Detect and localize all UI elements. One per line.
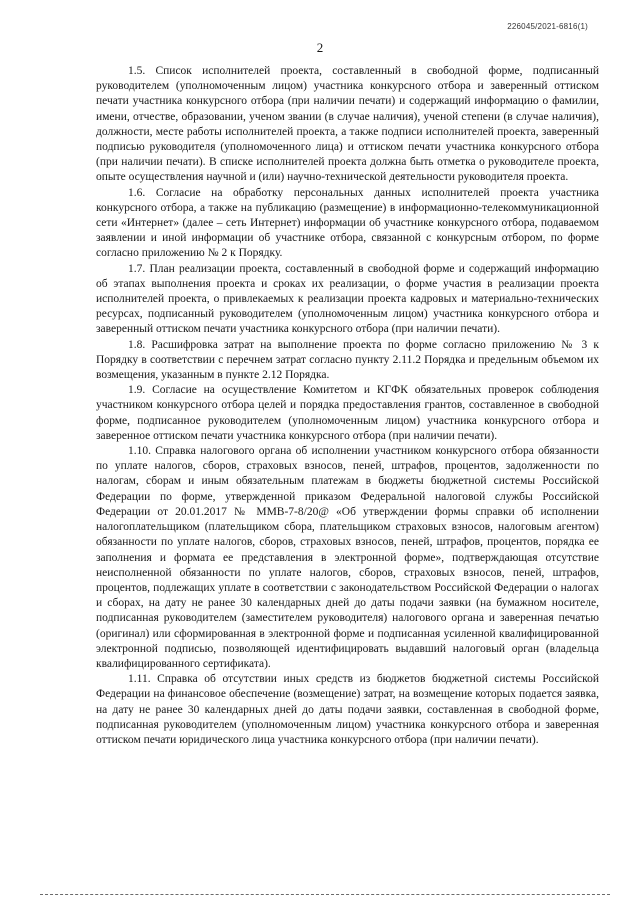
document-body xyxy=(96,64,599,748)
document-id: 226045/2021-6816(1) xyxy=(507,22,588,31)
paragraph-1-11: 1.11. Справка об отсутствии иных средств из бюджетов бюджетной системы Российской Федерации на финансовое обеспечение (возмещение) затрат, на возмещение которых подается заявка, на дату не ранее 30 календарных дней до даты подачи заявки, составленная в свободной форме, подписанная руководителем (уполномоченным лицом) участника конкурсного отбора и заверенная оттиском печати юридического лица участника конкурсного отбора (при наличии печати). xyxy=(96,673,599,746)
paragraph-1-7: 1.7. План реализации проекта, составленный в свободной форме и содержащий информацию об этапах выполнения проекта и сроках их реализации, о форме участия в реализации проекта исполнителей проекта, о привлекаемых к реализации проекта кадровых и материально-технических ресурсах, подписанный руководителем (уполномоченным лицом) участника конкурсного отбора и заверенный оттиском печати участника конкурсного отбора (при наличии печати). xyxy=(96,262,599,336)
paragraph-1-6: 1.6. Согласие на обработку персональных данных исполнителей проекта участника конкурсного отбора, а также на публикацию (размещение) в информационно-телекоммуникационной сети «Интернет» (далее – сеть Интернет) информации об участнике конкурсного отбора, подаваемом заявлении и иной информации об участнике отбора, связанной с конкурсным отбором, по форме согласно приложению № 2 к Порядку. xyxy=(96,186,599,260)
scan-bottom-edge xyxy=(40,894,610,895)
paragraph-1-8: 1.8. Расшифровка затрат на выполнение проекта по форме согласно приложению № 3 к Порядку в соответствии с перечнем затрат согласно пункту 2.11.2 Порядка и предельным объемом их возмещения, указанным в пункте 2.12 Порядка. xyxy=(96,338,599,382)
page-number: 2 xyxy=(316,40,324,55)
paragraph-1-10: 1.10. Справка налогового органа об исполнении участником конкурсного отбора обязанности по уплате налогов, сборов, страховых взносов, пеней, штрафов, процентов, задолженности по налогам, сборам и иным обязательным платежам в бюджеты бюджетной системы Российской Федерации по форме, утвержденной приказом Федеральной налоговой службы Российской Федерации от 20.01.2017 № ММВ-7-8/20@ «Об утверждении формы справки об исполнении налогоплательщиком (плательщиком сбора, плательщиком страховых взносов, налоговым агентом) обязанности по уплате налогов, сборов, страховых взносов, пеней, штрафов, процентов, порядка ее заполнения и формата ее представления в электронной форме», подтверждающая отсутствие неисполненной обязанности по уплате налогов, сборов, страховых взносов, пеней, штрафов, процентов, подлежащих уплате в соответствии с законодательством Российской Федерации о налогах и сборах, на дату не ранее 30 календарных дней до даты подачи заявки (на бумажном носителе, подписанная руководителем (заместителем руководителя) налогового органа и заверенная печатью (оригинал) или сформированная в электронной форме и подписанная усиленной квалифицированной электронной подписью, позволяющей идентифицировать выдавший налоговый орган (владельца квалифицированного сертификата). xyxy=(96,445,599,670)
paragraph-1-5: 1.5. Список исполнителей проекта, составленный в свободной форме, подписанный руководителем (уполномоченным лицом) участника конкурсного отбора и заверенный оттиском печати участника конкурсного отбора (при наличии печати) и содержащий информацию о фамилии, имени, отчестве, образовании, ученом звании (в случае наличия), ученой степени (в случае наличия), должности, месте работы исполнителей проекта, а также подписи исполнителей проекта, заверенный подписью руководителя (уполномоченного лица) и оттиском печати участника конкурсного отбора (при наличии печати). В списке исполнителей проекта должна быть отметка о руководителе проекта, опыте осуществления научной и (или) научно-технической деятельности руководителя проекта. xyxy=(96,65,599,184)
paragraph-1-9: 1.9. Согласие на осуществление Комитетом и КГФК обязательных проверок соблюдения участником конкурсного отбора целей и порядка предоставления грантов, составленное в свободной форме, подписанное руководителем (уполномоченным лицом) участника конкурсного отбора и заверенное оттиском печати участника конкурсного отбора (при наличии печати). xyxy=(96,384,599,442)
